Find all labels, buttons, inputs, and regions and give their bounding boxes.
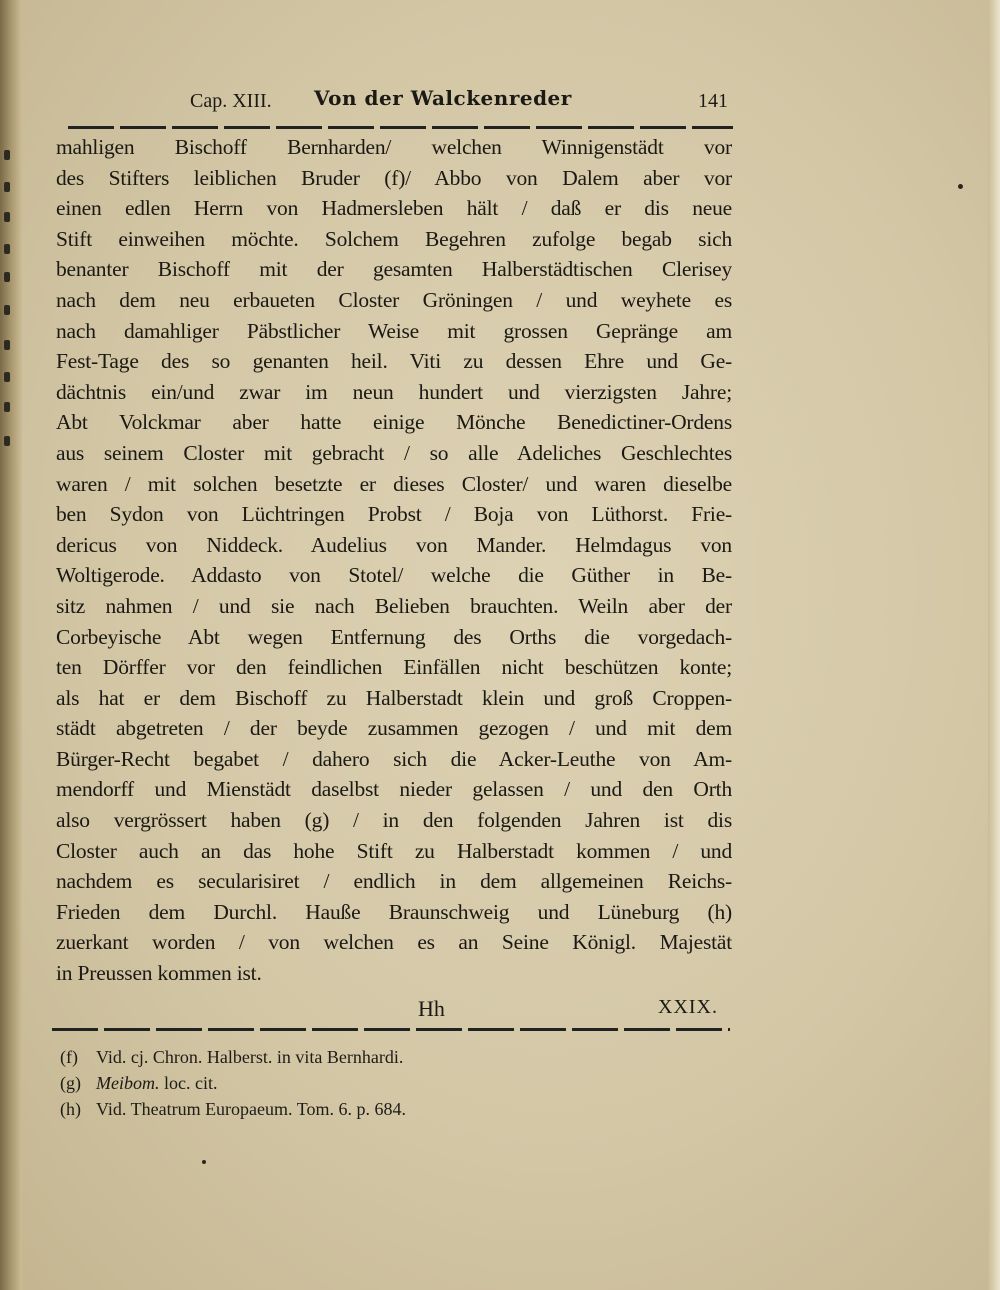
text-line: mendorff und Mienstädt daselbst nieder gelassen / und den Orth bbox=[56, 777, 732, 802]
text-line: sitz nahmen / und sie nach Belieben brauchten. Weiln aber der bbox=[56, 593, 732, 618]
text-line: Woltigerode. Addasto von Stotel/ welche die Güther in Be- bbox=[56, 563, 732, 588]
text-line: mahligen Bischoff Bernharden/ welchen Winnigenstädt vor bbox=[56, 135, 732, 159]
footnote-author: Meibom. bbox=[96, 1073, 160, 1093]
gutter-mark bbox=[4, 182, 10, 192]
text-line: Abt Volckmar aber hatte einige Mönche Benedictiner-Ordens bbox=[56, 410, 732, 435]
text-line: nach damahliger Päbstlicher Weise mit grossen Gepränge am bbox=[56, 318, 732, 343]
gutter-mark bbox=[4, 372, 10, 382]
ink-speck bbox=[202, 1160, 206, 1164]
footnote-text: Vid. Theatrum Europaeum. Tom. 6. p. 684. bbox=[96, 1099, 406, 1119]
gutter-mark bbox=[4, 436, 10, 446]
text-line: dächtnis ein/und zwar im neun hundert und vierzigsten Jahre; bbox=[56, 379, 732, 404]
text-line: Bürger-Recht begabet / dahero sich die Acker-Leuthe von Am- bbox=[56, 746, 732, 771]
footnote-marker: (f) bbox=[60, 1047, 78, 1067]
text-line: also vergrössert haben (g) / in den folgenden Jahren ist dis bbox=[56, 808, 732, 833]
footnote bbox=[60, 1096, 700, 1122]
header-rule bbox=[68, 126, 733, 129]
footnotes bbox=[60, 1044, 700, 1122]
gutter-mark bbox=[4, 340, 10, 350]
text-line: Corbeyische Abt wegen Entfernung des Orths die vorgedach- bbox=[56, 624, 732, 649]
footnote-text: loc. cit. bbox=[163, 1073, 218, 1093]
text-line: als hat er dem Bischoff zu Halberstadt klein und groß Croppen- bbox=[56, 685, 732, 710]
body-text bbox=[56, 132, 732, 989]
text-line: nachdem es secularisiret / endlich in dem allgemeinen Reichs- bbox=[56, 869, 732, 894]
gutter-mark bbox=[4, 272, 10, 282]
text-line: ben Sydon von Lüchtringen Probst / Boja von Lüthorst. Frie- bbox=[56, 502, 732, 527]
text-line: benanter Bischoff mit der gesamten Halberstädtischen Clerisey bbox=[56, 257, 732, 282]
text-line: einen edlen Herrn von Hadmersleben hält / daß er dis neue bbox=[56, 196, 732, 221]
text-line: städt abgetreten / der beyde zusammen gezogen / und mit dem bbox=[56, 716, 732, 741]
catchword: XXIX. bbox=[658, 996, 718, 1018]
text-line: waren / mit solchen besetzte er dieses Closter/ und waren dieselbe bbox=[56, 471, 732, 496]
page-number: 141 bbox=[698, 90, 728, 112]
footnote-rule bbox=[52, 1028, 730, 1031]
running-header bbox=[190, 84, 740, 118]
signature-mark: Hh bbox=[418, 996, 445, 1021]
text-line: zuerkant worden / von welchen es an Seine Königl. Majestät bbox=[56, 930, 732, 955]
footnote bbox=[60, 1070, 700, 1096]
ink-speck bbox=[958, 184, 963, 189]
footnote bbox=[60, 1044, 700, 1070]
text-line: Stift einweihen möchte. Solchem Begehren zufolge begab sich bbox=[56, 226, 732, 251]
gutter-mark bbox=[4, 402, 10, 412]
text-line: ten Dörffer vor den feindlichen Einfällen nicht beschützen konte; bbox=[56, 655, 732, 680]
gutter-mark bbox=[4, 244, 10, 254]
binding-gutter bbox=[0, 0, 22, 1290]
text-line: nach dem neu erbaueten Closter Gröningen / und weyhete es bbox=[56, 287, 732, 312]
text-line: Frieden dem Durchl. Hauße Braunschweig und Lüneburg (h) bbox=[56, 899, 732, 924]
footnote-marker: (h) bbox=[60, 1099, 81, 1119]
text-line: des Stifters leiblichen Bruder (f)/ Abbo von Dalem aber vor bbox=[56, 165, 732, 190]
page-edge bbox=[988, 0, 1000, 1290]
gutter-mark bbox=[4, 150, 10, 160]
text-line: aus seinem Closter mit gebracht / so alle Adeliches Geschlechtes bbox=[56, 440, 732, 465]
footnote-text: Vid. cj. Chron. Halberst. in vita Bernhardi. bbox=[96, 1047, 404, 1067]
gutter-mark bbox=[4, 212, 10, 222]
chapter-label: Cap. XIII. bbox=[190, 90, 272, 112]
gutter-mark bbox=[4, 305, 10, 315]
running-title: Von der Walckenreder bbox=[314, 86, 572, 110]
footnote-marker: (g) bbox=[60, 1073, 81, 1093]
text-line: Fest-Tage des so genanten heil. Viti zu dessen Ehre und Ge- bbox=[56, 349, 732, 374]
text-line: Closter auch an das hohe Stift zu Halberstadt kommen / und bbox=[56, 838, 732, 863]
text-line: dericus von Niddeck. Audelius von Mander. Helmdagus von bbox=[56, 532, 732, 557]
text-line: in Preussen kommen ist. bbox=[56, 961, 262, 986]
